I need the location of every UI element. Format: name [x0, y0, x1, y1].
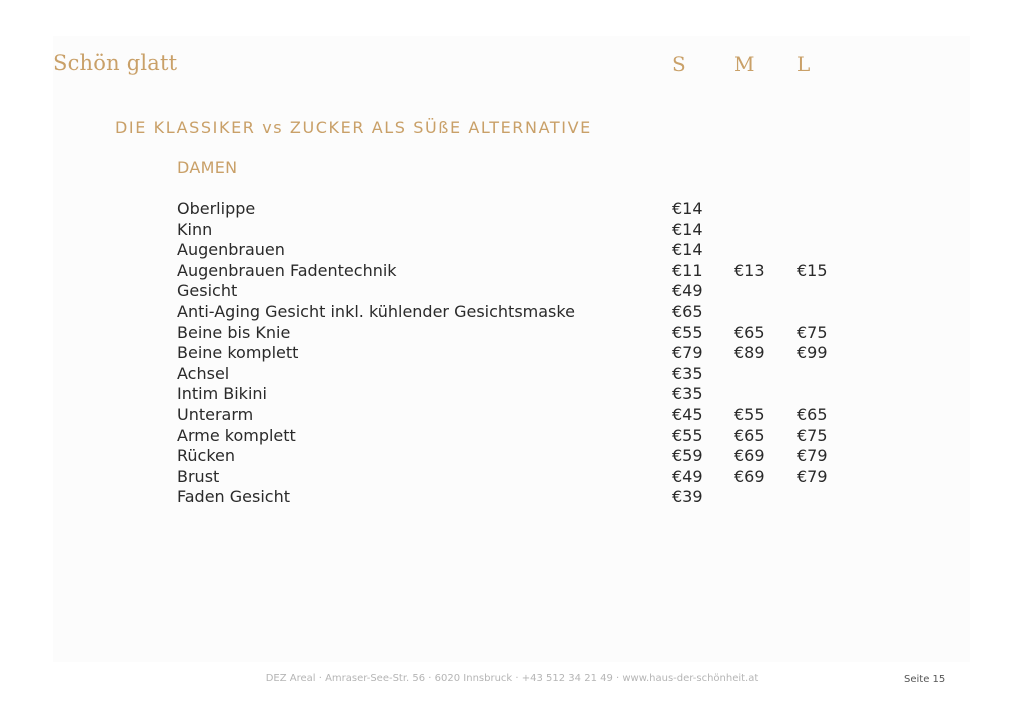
price-row	[177, 364, 877, 385]
price-s: €49	[672, 466, 703, 486]
treatment-name: Brust	[177, 466, 220, 486]
treatment-name: Beine komplett	[177, 343, 299, 363]
price-m: €69	[734, 446, 765, 466]
price-s: €65	[672, 301, 703, 321]
price-s: €45	[672, 404, 703, 424]
price-m: €89	[734, 343, 765, 363]
price-m: €65	[734, 425, 765, 445]
price-m: €69	[734, 466, 765, 486]
price-table	[177, 199, 877, 508]
price-l: €75	[797, 322, 828, 342]
treatment-name: Unterarm	[177, 404, 254, 424]
footer-address: DEZ Areal · Amraser-See-Str. 56 · 6020 Innsbruck · +43 512 34 21 49 · www.haus-der-schönheit.at	[265, 673, 759, 684]
price-row	[177, 467, 877, 488]
price-l: €79	[797, 466, 828, 486]
treatment-name: Kinn	[177, 219, 213, 239]
size-header-l: L	[797, 52, 811, 76]
price-row	[177, 343, 877, 364]
price-row	[177, 426, 877, 447]
price-s: €59	[672, 446, 703, 466]
treatment-name: Achsel	[177, 363, 230, 383]
price-l: €65	[797, 404, 828, 424]
size-header-m: M	[734, 52, 755, 76]
price-s: €49	[672, 281, 703, 301]
price-row	[177, 281, 877, 302]
price-s: €55	[672, 425, 703, 445]
price-row	[177, 384, 877, 405]
price-s: €55	[672, 322, 703, 342]
price-s: €35	[672, 384, 703, 404]
treatment-name: Intim Bikini	[177, 384, 267, 404]
price-row	[177, 240, 877, 261]
section-subtitle: DAMEN	[177, 158, 238, 177]
price-row	[177, 302, 877, 323]
price-l: €15	[797, 260, 828, 280]
price-row	[177, 220, 877, 241]
section-title: DIE KLASSIKER vs ZUCKER ALS SÜßE ALTERNATIVE	[115, 118, 592, 137]
size-header-s: S	[672, 52, 686, 76]
price-s: €79	[672, 343, 703, 363]
price-m: €65	[734, 322, 765, 342]
price-row	[177, 261, 877, 282]
price-s: €14	[672, 219, 703, 239]
price-row	[177, 405, 877, 426]
treatment-name: Augenbrauen	[177, 240, 285, 260]
page-title: Schön glatt	[53, 51, 178, 75]
price-s: €11	[672, 260, 703, 280]
price-row	[177, 446, 877, 467]
treatment-name: Beine bis Knie	[177, 322, 291, 342]
page-number: Seite 15	[904, 674, 946, 685]
price-m: €55	[734, 404, 765, 424]
price-m: €13	[734, 260, 765, 280]
price-row	[177, 487, 877, 508]
price-row	[177, 323, 877, 344]
price-l: €99	[797, 343, 828, 363]
price-s: €14	[672, 240, 703, 260]
treatment-name: Gesicht	[177, 281, 238, 301]
price-row	[177, 199, 877, 220]
treatment-name: Augenbrauen Fadentechnik	[177, 260, 397, 280]
price-s: €14	[672, 199, 703, 218]
price-s: €39	[672, 487, 703, 507]
price-l: €75	[797, 425, 828, 445]
price-s: €35	[672, 363, 703, 383]
treatment-name: Arme komplett	[177, 425, 296, 445]
treatment-name: Oberlippe	[177, 199, 256, 218]
treatment-name: Rücken	[177, 446, 236, 466]
treatment-name: Faden Gesicht	[177, 487, 290, 507]
treatment-name: Anti-Aging Gesicht inkl. kühlender Gesichtsmaske	[177, 301, 575, 321]
price-l: €79	[797, 446, 828, 466]
